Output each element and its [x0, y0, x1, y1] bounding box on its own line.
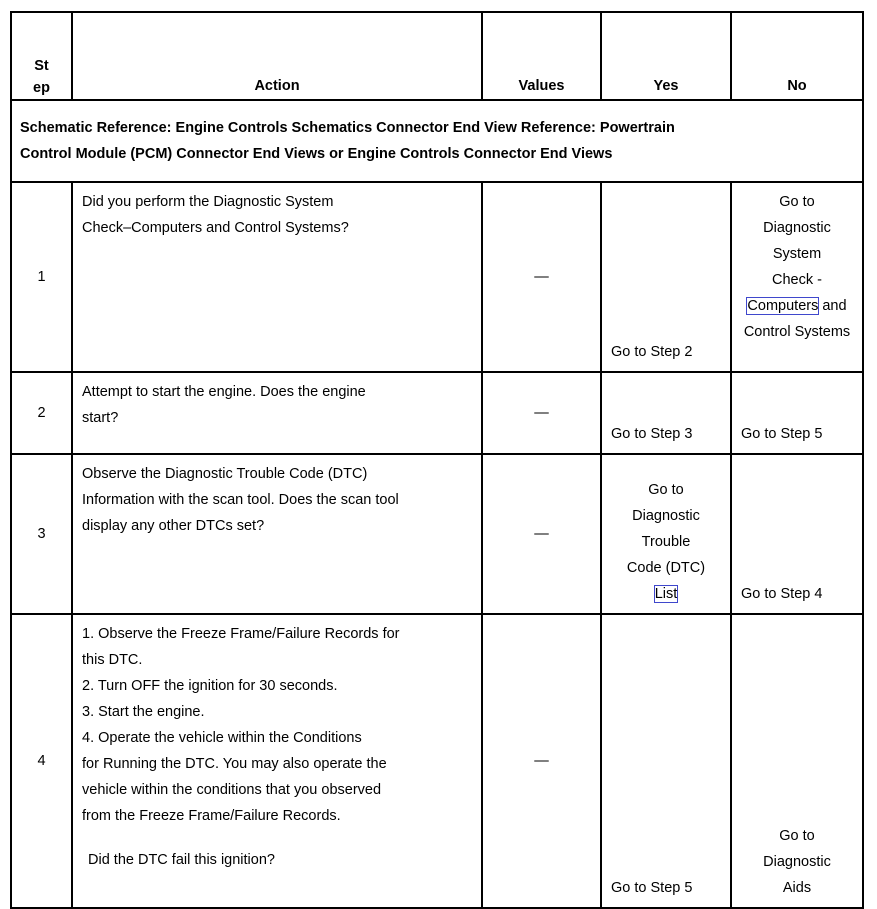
table-row	[11, 454, 863, 614]
header-row	[11, 12, 863, 100]
yes-cell[interactable]: Go to Step 2	[601, 182, 731, 372]
yes-cell[interactable]: Go to Step 5	[601, 614, 731, 908]
no-cell[interactable]: Go to Step 5	[731, 372, 863, 454]
values-cell: —	[482, 372, 601, 454]
values-cell: —	[482, 614, 601, 908]
schematic-reference-row	[11, 100, 863, 182]
no-cell[interactable]: Go to Step 4	[731, 454, 863, 614]
header-step: St ep	[11, 12, 72, 100]
diagnostic-table	[10, 11, 864, 909]
question-text: Did the DTC fail this ignition?	[88, 852, 275, 868]
no-cell[interactable]: Go to Diagnostic Aids	[731, 614, 863, 908]
dtc-list-link[interactable]: List	[654, 586, 678, 602]
header-action: Action	[72, 12, 482, 100]
action-text: 1. Observe the Freeze Frame/Failure Records for this DTC. 2. Turn OFF the ignition for 30 seconds. 3. Start the engine. 4. Operate the vehicle within the Conditions for Running the DTC. You may also operate the vehicle within the conditions that you observed from the Freeze Frame/Failure Records. Did the DTC fail this ignition?	[72, 614, 482, 908]
step-number: 4	[11, 614, 72, 908]
header-yes: Yes	[601, 12, 731, 100]
header-no: No	[731, 12, 863, 100]
yes-cell[interactable]: Go to Diagnostic Trouble Code (DTC) List	[601, 454, 731, 614]
action-text: Attempt to start the engine. Does the engine start?	[72, 372, 482, 454]
no-cell[interactable]: Go to Diagnostic System Check - Computers and Control Systems	[731, 182, 863, 372]
table-row	[11, 614, 863, 908]
values-cell: —	[482, 182, 601, 372]
values-cell: —	[482, 454, 601, 614]
computers-link[interactable]: Computers	[747, 298, 819, 314]
yes-cell[interactable]: Go to Step 3	[601, 372, 731, 454]
step-number: 2	[11, 372, 72, 454]
step-number: 1	[11, 182, 72, 372]
table-row	[11, 372, 863, 454]
action-text: Did you perform the Diagnostic System Check–Computers and Control Systems?	[72, 182, 482, 372]
action-text: Observe the Diagnostic Trouble Code (DTC) Information with the scan tool. Does the scan tool display any other DTCs set?	[72, 454, 482, 614]
schematic-reference: Schematic Reference: Engine Controls Schematics Connector End View Reference: Powertrain Control Module (PCM) Connector End Views or Engine Controls Connector End Views	[11, 100, 863, 182]
step-number: 3	[11, 454, 72, 614]
table-row	[11, 182, 863, 372]
header-values: Values	[482, 12, 601, 100]
